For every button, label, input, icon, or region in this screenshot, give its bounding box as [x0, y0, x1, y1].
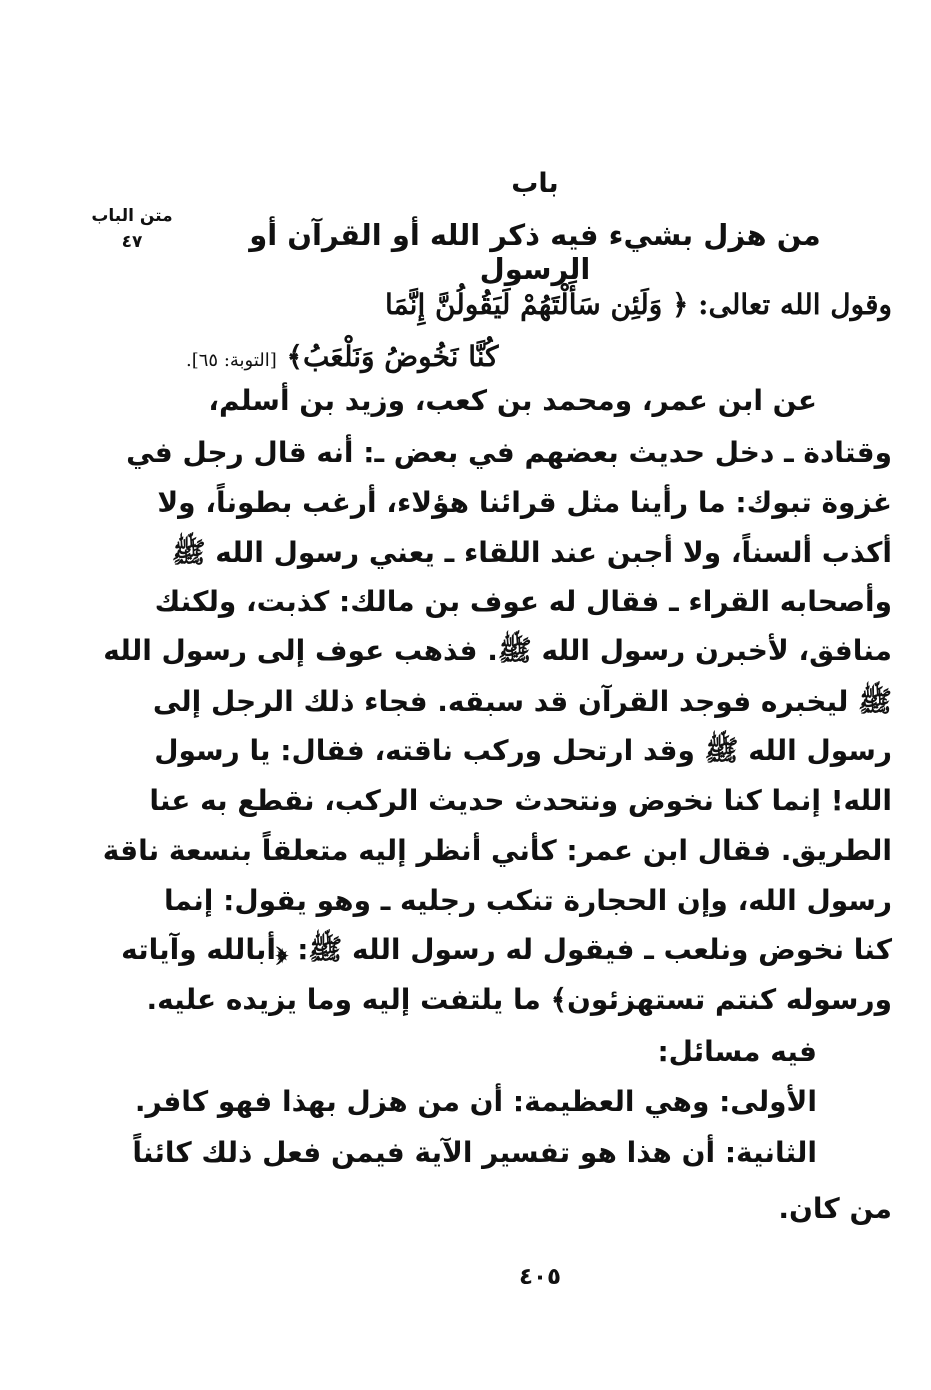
text-line [186, 340, 892, 373]
text-line: ﷺ ليخبره فوجد القرآن قد سبقه. فجاء ذلك الرجل إلى [152, 685, 892, 718]
text-line: الأولى: وهي العظيمة: أن من هزل بهذا فهو كافر. [134, 1085, 817, 1118]
margin-note [82, 203, 182, 255]
text-line: منافق، لأخبرن رسول الله ﷺ. فذهب عوف إلى رسول الله [103, 634, 892, 667]
text-line: كنا نخوض ونلعب ـ فيقول له رسول الله ﷺ: ﴿أبالله وآياته [121, 933, 892, 966]
verse-reference: [التوبة: ٦٥]. [186, 350, 277, 371]
text-line: عن ابن عمر، ومحمد بن كعب، وزيد بن أسلم، [208, 384, 817, 417]
text-line: غزوة تبوك: ما رأينا مثل قرائنا هؤلاء، أرغب بطوناً، ولا [157, 486, 892, 519]
text-line: وقول الله تعالى: ﴿ وَلَئِن سَأَلْتَهُمْ لَيَقُولُنَّ إِنَّمَا [384, 288, 892, 321]
text-line: أكذب ألسناً، ولا أجبن عند اللقاء ـ يعني رسول الله ﷺ [171, 536, 892, 569]
chapter-heading: باب [511, 168, 559, 199]
verse-fragment: كُنَّا نَخُوضُ وَنَلْعَبُ﴾ [286, 340, 499, 373]
text-line: الطريق. فقال ابن عمر: كأني أنظر إليه متعلقاً بنسعة ناقة [102, 834, 892, 867]
questions-heading: فيه مسائل: [657, 1035, 817, 1068]
text-line: وأصحابه القراء ـ فقال له عوف بن مالك: كذبت، ولكنك [154, 585, 892, 618]
text-line: الثانية: أن هذا هو تفسير الآية فيمن فعل ذلك كائناً [132, 1136, 817, 1169]
chapter-title: من هزل بشيء فيه ذكر الله أو القرآن أو الرسول [249, 218, 821, 286]
margin-label: متن الباب [91, 206, 173, 226]
page-number: ٤٠٥ [518, 1264, 562, 1290]
margin-number: ٤٧ [121, 232, 143, 252]
text-line: رسول الله ﷺ وقد ارتحل وركب ناقته، فقال: يا رسول [154, 734, 892, 767]
text-line: ورسوله كنتم تستهزئون﴾ ما يلتفت إليه وما يزيده عليه. [146, 983, 892, 1016]
text-line: الله! إنما كنا نخوض ونتحدث حديث الركب، نقطع به عنا [149, 784, 892, 817]
text-line: وقتادة ـ دخل حديث بعضهم في بعض ـ: أنه قال رجل في [126, 436, 892, 469]
text-line: رسول الله، وإن الحجارة تنكب رجليه ـ وهو يقول: إنما [164, 884, 892, 917]
text-line: من كان. [778, 1192, 892, 1225]
